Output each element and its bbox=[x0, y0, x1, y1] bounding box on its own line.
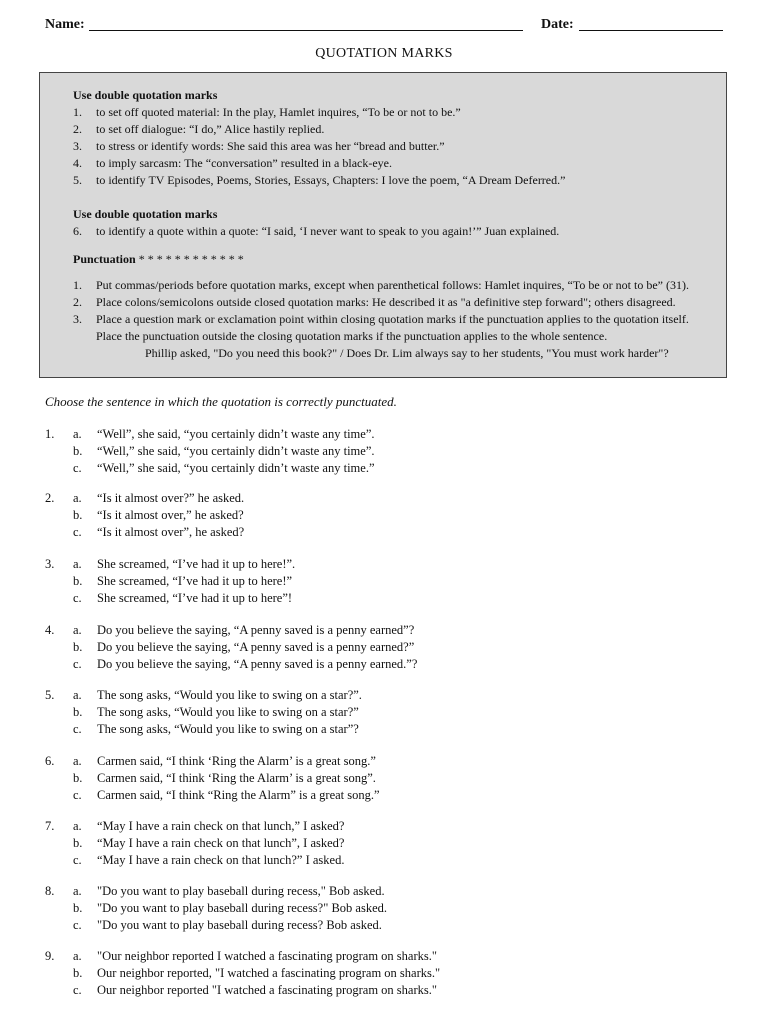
question-number: 9. bbox=[45, 949, 55, 963]
answer-option[interactable]: c. Our neighbor reported "I watched a fascinating program on sharks." bbox=[73, 983, 437, 997]
rule-item: 3. Place a question mark or exclamation point within closing quotation marks if the punctuation applies to the quotation itself. bbox=[73, 312, 689, 326]
answer-option[interactable]: b. She screamed, “I’ve had it up to here!” bbox=[73, 574, 293, 588]
answer-option[interactable]: c. “May I have a rain check on that lunch?” I asked. bbox=[73, 853, 345, 867]
answer-option[interactable]: b. Our neighbor reported, "I watched a fascinating program on sharks." bbox=[73, 966, 441, 980]
rule-example: Phillip asked, "Do you need this book?" / Does Dr. Lim always say to her students, "You must work harder"? bbox=[145, 346, 669, 360]
question bbox=[45, 754, 705, 805]
instructions: Choose the sentence in which the quotation is correctly punctuated. bbox=[45, 394, 397, 409]
rule-item: 2. Place colons/semicolons outside closed quotation marks: He described it as "a definitive step forward"; others disagreed. bbox=[73, 295, 676, 309]
name-label: Name: bbox=[45, 17, 85, 32]
rule-item: 6. to identify a quote within a quote: “I said, ‘I never want to speak to you again!’” Juan explained. bbox=[73, 224, 560, 238]
rule-item: 1. Put commas/periods before quotation marks, except when parenthetical follows: Hamlet inquires, “To be or not to be” (31). bbox=[73, 278, 689, 292]
rule-item: 4. to imply sarcasm: The “conversation” resulted in a black-eye. bbox=[73, 156, 393, 170]
section-title: Use double quotation marks bbox=[73, 207, 218, 221]
answer-option[interactable]: 6. a. Carmen said, “I think ‘Ring the Alarm’ is a great song.” bbox=[45, 754, 376, 768]
answer-option[interactable]: 5. a. The song asks, “Would you like to swing on a star?”. bbox=[45, 688, 362, 702]
answer-option[interactable]: c. Do you believe the saying, “A penny saved is a penny earned.”? bbox=[73, 657, 418, 671]
question bbox=[45, 949, 705, 1000]
answer-option[interactable]: b. “Well,” she said, “you certainly didn’t waste any time”. bbox=[73, 444, 375, 458]
answer-option[interactable]: b. The song asks, “Would you like to swing on a star?” bbox=[73, 705, 359, 719]
stars-decoration: * * * * * * * * * * * * bbox=[138, 252, 244, 266]
answer-option[interactable]: 8. a. "Do you want to play baseball during recess," Bob asked. bbox=[45, 884, 385, 898]
answer-option[interactable]: b. “Is it almost over,” he asked? bbox=[73, 508, 244, 522]
answer-option[interactable]: 9. a. "Our neighbor reported I watched a fascinating program on sharks." bbox=[45, 949, 437, 963]
question-number: 5. bbox=[45, 688, 55, 702]
rule-item: 1. to set off quoted material: In the play, Hamlet inquires, “To be or not to be.” bbox=[73, 105, 461, 119]
rule-item: 3. to stress or identify words: She said this area was her “bread and butter.” bbox=[73, 139, 445, 153]
question bbox=[45, 819, 705, 870]
answer-option[interactable]: c. The song asks, “Would you like to swing on a star”? bbox=[73, 722, 359, 736]
name-field-line[interactable] bbox=[89, 30, 523, 31]
question bbox=[45, 427, 705, 478]
date-label: Date: bbox=[541, 17, 574, 32]
rule-item: 2. to set off dialogue: “I do,” Alice hastily replied. bbox=[73, 122, 325, 136]
question-number: 3. bbox=[45, 557, 55, 571]
answer-option[interactable]: 2. a. “Is it almost over?” he asked. bbox=[45, 491, 245, 505]
header bbox=[45, 17, 725, 35]
section-title: Punctuation * * * * * * * * * * * * bbox=[73, 252, 244, 266]
answer-option[interactable]: b. "Do you want to play baseball during recess?" Bob asked. bbox=[73, 901, 387, 915]
answer-option[interactable]: c. "Do you want to play baseball during recess? Bob asked. bbox=[73, 918, 382, 932]
date-field-line[interactable] bbox=[579, 30, 723, 31]
answer-option[interactable]: b. Do you believe the saying, “A penny saved is a penny earned?” bbox=[73, 640, 415, 654]
answer-option[interactable]: c. “Is it almost over”, he asked? bbox=[73, 525, 245, 539]
section-title: Use double quotation marks bbox=[73, 88, 218, 102]
answer-option[interactable]: c. Carmen said, “I think “Ring the Alarm” is a great song.” bbox=[73, 788, 380, 802]
question-number: 6. bbox=[45, 754, 55, 768]
answer-option[interactable]: 7. a. “May I have a rain check on that lunch,” I asked? bbox=[45, 819, 345, 833]
answer-option[interactable]: b. “May I have a rain check on that lunch”, I asked? bbox=[73, 836, 345, 850]
page-title: QUOTATION MARKS bbox=[315, 46, 453, 61]
rule-continuation: Place the punctuation outside the closing quotation marks if the punctuation applies to the whole sentence. bbox=[96, 329, 608, 343]
question-number: 8. bbox=[45, 884, 55, 898]
answer-option[interactable]: 3. a. She screamed, “I’ve had it up to here!”. bbox=[45, 557, 296, 571]
question bbox=[45, 491, 705, 542]
question-number: 2. bbox=[45, 491, 55, 505]
answer-option[interactable]: 1. a. “Well”, she said, “you certainly didn’t waste any time”. bbox=[45, 427, 375, 441]
rule-item: 5. to identify TV Episodes, Poems, Stories, Essays, Chapters: I love the poem, “A Dream Deferred.” bbox=[73, 173, 566, 187]
question-number: 4. bbox=[45, 623, 55, 637]
answer-option[interactable]: c. She screamed, “I’ve had it up to here”! bbox=[73, 591, 293, 605]
question bbox=[45, 688, 705, 739]
answer-option[interactable]: 4. a. Do you believe the saying, “A penny saved is a penny earned”? bbox=[45, 623, 415, 637]
answer-option[interactable]: c. “Well,” she said, “you certainly didn’t waste any time.” bbox=[73, 461, 375, 475]
answer-option[interactable]: b. Carmen said, “I think ‘Ring the Alarm’ is a great song”. bbox=[73, 771, 376, 785]
question-number: 1. bbox=[45, 427, 55, 441]
question bbox=[45, 557, 705, 608]
question bbox=[45, 884, 705, 935]
rules-box bbox=[39, 72, 727, 378]
question-number: 7. bbox=[45, 819, 55, 833]
question bbox=[45, 623, 705, 674]
